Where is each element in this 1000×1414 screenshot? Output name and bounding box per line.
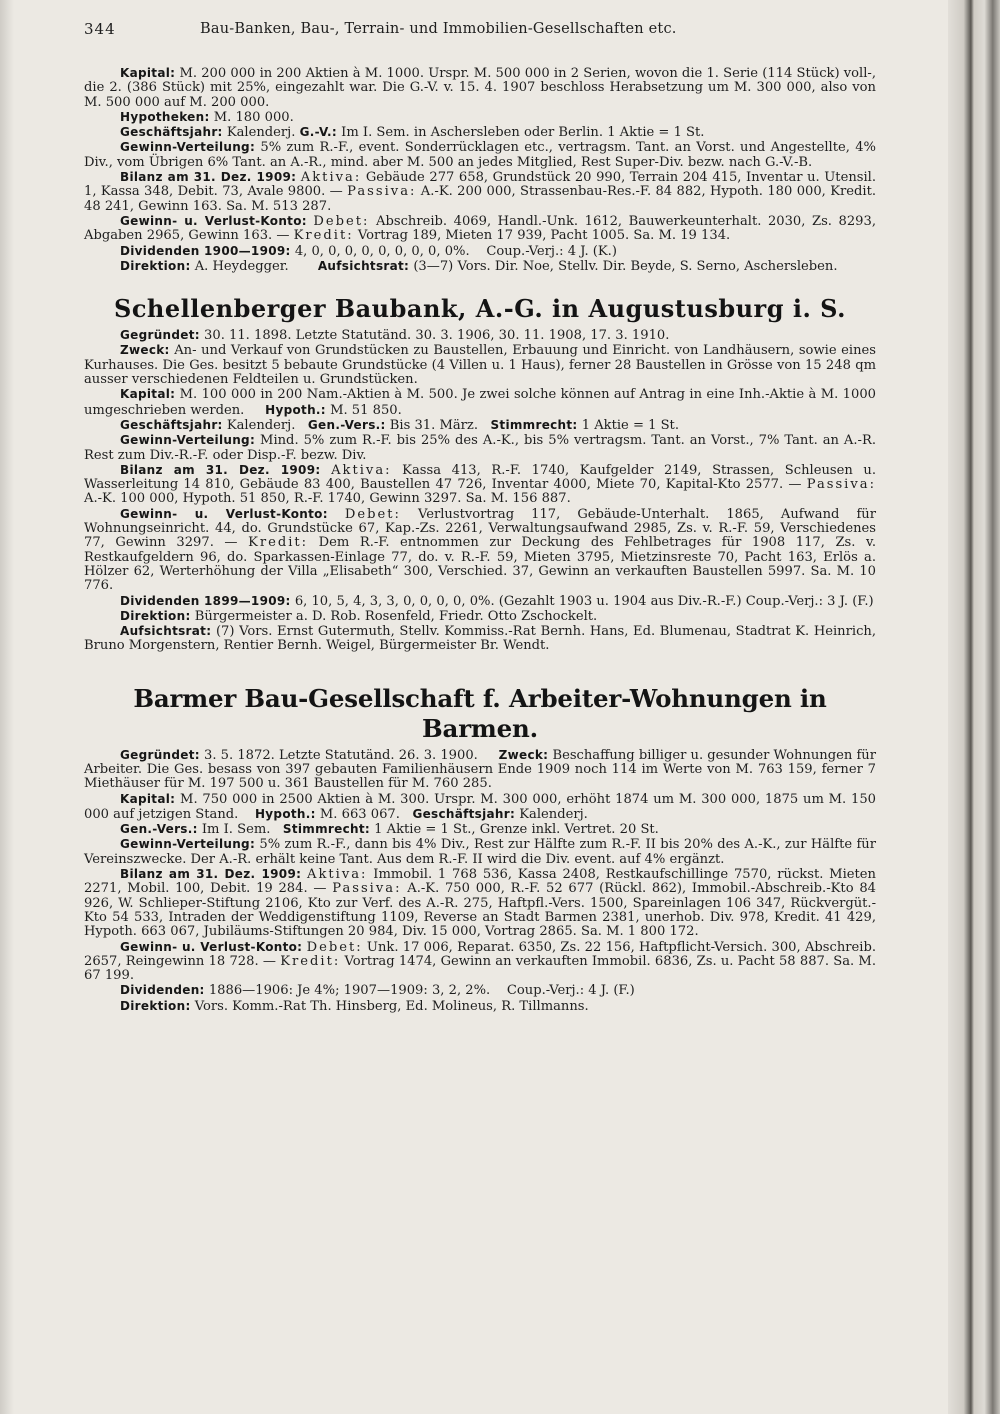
entry-text: Im I. Sem. (201, 822, 271, 838)
entry-text: A.-K. 100 000, Hypoth. 51 850, R.-F. 1740, Gewinn 3297. Sa. M. 156 887. (84, 491, 571, 507)
entry-text: M. 51 850. (330, 402, 402, 418)
running-header (84, 18, 876, 42)
label: Kapital: (120, 66, 176, 80)
entry-text: Kassa 413, R.-F. 1740, Kaufgelder 2149, Strassen, Schleusen u. Wasserleitung 14 810, Gebäude 83 400, Baustellen 47 726, Inventar 4000, Miete 70, Kapital-Kto 2577. — (84, 462, 876, 493)
entry-bilanz (84, 867, 876, 939)
label: Zweck: (120, 343, 170, 358)
entry-gewinn-verteilung (84, 140, 876, 170)
entry-text: Immobil. 1 768 536, Kassa 2408, Restkaufschillinge 7570, rückst. Mieten 2271, Mobil. 100, Debit. 19 284. — (84, 867, 876, 897)
entry-text: Verlustvortrag 117, Gebäude-Unterhalt. 1865, Aufwand für Wohnungseinricht. 44, do. Grundstücke 67, Kap.-Zs. 2261, Verwaltungsaufwand 2985, Zs. v. R.-F. 59, Verschiedenes 77, Gewinn 3297. — (84, 506, 876, 551)
entry-bilanz (84, 170, 876, 214)
entry-text: 6, 10, 5, 4, 3, 3, 0, 0, 0, 0, 0%. (Gezahlt 1903 u. 1904 aus Div.-R.-F.) Coup.-Verj.: 3 J. (F.) (294, 593, 874, 609)
aktiva-label: Aktiva: (307, 867, 368, 883)
entry-geschaeftsjahr (84, 418, 876, 433)
label: Gewinn- u. Verlust-Konto: (120, 939, 303, 954)
label: Geschäftsjahr: (120, 417, 223, 432)
label: Gewinn-Verteilung: (120, 140, 256, 155)
coupon-note: Coup.-Verj.: 4 J. (K.) (486, 243, 617, 259)
label: Gewinn- u. Verlust-Konto: (120, 506, 328, 521)
entry-text: An- und Verkauf von Grundstücken zu Baustellen, Erbauung und Einricht. von Landhäusern, sowie eines Kurhauses. Die Ges. besitzt 5 bebaute Grundstücke (4 Villen u. 1 Haus), ferner 28 Baustellen in Grösse von 15 248 qm ausser verschiedenen Feldteilen u. Grundstücken. (84, 343, 876, 388)
debet-label: Debet: (306, 939, 363, 955)
label: Gegründet: (120, 747, 200, 762)
entry-guv (84, 507, 876, 594)
entry-text: Unk. 17 006, Reparat. 6350, Zs. 22 156, Haftpflicht-Versich. 300, Abschreib. 2657, Reingewinn 18 728. — (84, 939, 877, 969)
entry-text: 1886—1906: Je 4%; 1907—1909: 3, 2, 2%. (208, 983, 491, 999)
entry-dividenden (84, 983, 876, 998)
entry-kapital (84, 66, 876, 110)
label: Gen.-Vers.: (307, 417, 386, 432)
entry-text: 3. 5. 1872. Letzte Statutänd. 26. 3. 1900. (204, 747, 478, 763)
company-title: Barmer Bau-Gesellschaft f. Arbeiter-Wohnungen in Barmen. (133, 683, 827, 743)
label: Bilanz am 31. Dez. 1909: (120, 867, 302, 882)
label: Kapital: (120, 791, 176, 806)
passiva-label: Passiva: (347, 184, 417, 200)
entry-aufsichtsrat (84, 624, 876, 654)
entry-text: Vortrag 1474, Gewinn an verkauften Immobil. 6836, Zs. u. Pacht 58 887. Sa. M. 67 199. (84, 953, 876, 984)
entry-text: 1 Aktie = 1 St. (581, 417, 679, 433)
entry-text: 30. 11. 1898. Letzte Statutänd. 30. 3. 1906, 30. 11. 1908, 17. 3. 1910. (204, 328, 670, 344)
entry-text: Abschreib. 4069, Handl.-Unk. 1612, Bauwerkeunterhalt. 2030, Zs. 8293, Abgaben 2965, Gewinn 163. — (84, 213, 876, 244)
entry-gen-vers (84, 822, 876, 837)
entry-dividenden (84, 594, 876, 609)
label: Dividenden 1899—1909: (120, 593, 291, 608)
aktiva-label: Aktiva: (331, 462, 392, 478)
passiva-label: Passiva: (806, 477, 876, 493)
entry-text: Vors. Komm.-Rat Th. Hinsberg, Ed. Molineus, R. Tillmanns. (194, 998, 589, 1014)
entry-text: M. 100 000 in 200 Nam.-Aktien à M. 500. Je zwei solche können auf Antrag in eine Inh.-Aktie à M. 1000 umgeschrieben werden. (84, 387, 876, 418)
entry-dividenden (84, 244, 876, 259)
kredit-label: Kredit: (293, 228, 354, 244)
kredit-label: Kredit: (248, 535, 309, 551)
label: Dividenden 1900—1909: (120, 243, 291, 258)
entry-bilanz (84, 463, 876, 507)
label: Geschäftsjahr: (120, 125, 223, 140)
label: Direktion: (120, 998, 191, 1013)
label: Aufsichtsrat: (120, 624, 212, 639)
entry-direktion (84, 259, 876, 274)
label: Geschäftsjahr: (412, 806, 516, 821)
entry-text: M. 750 000 in 2500 Aktien à M. 300. Urspr. M. 300 000, erhöht 1874 um M. 300 000, 1875 um M. 150 000 auf jetzigen Stand. (84, 791, 876, 822)
label: Direktion: (120, 608, 191, 623)
entry-gegruendet (84, 328, 876, 343)
entry-text: (7) Vors. Ernst Gutermuth, Stellv. Kommiss.-Rat Bernh. Hans, Ed. Blumenau, Stadtrat K. Heinrich, Bruno Morgenstern, Rentier Bernh. Weigel, Bürgermeister Br. Wendt. (84, 624, 876, 654)
entry-text: Dem R.-F. entnommen zur Deckung des Fehlbetrages für 1908 117, Zs. v. Restkaufgeldern 96, do. Sparkassen-Einlage 77, do. v. R.-F. 59, Mieten 3795, Mietzinsreste 70, Pacht 163, Erlös a. Hölzer 62, Werterhöhung der Villa „Elisabeth“ 300, Verschied. 37, Gewinn an verkauften Baustellen 5997. Sa. M. 10 776. (84, 535, 876, 594)
entry-text: Mind. 5% zum R.-F. bis 25% des A.-K., bis 5% vertragsm. Tant. an Vorst., 7% Tant. an A.-R. Rest zum Div.-R.-F. oder Disp.-F. bezw. Div. (84, 433, 876, 463)
entry-text: Beschaffung billiger u. gesunder Wohnungen für Arbeiter. Die Ges. besass von 397 gebauten Familienhäusern Ende 1909 noch 114 im Werte von M. 763 159, ferner 7 Miethäuser für M. 197 500 u. 361 Baustellen für M. 760 285. (84, 747, 876, 792)
label: Aufsichtsrat: (317, 258, 410, 273)
scan-binding-edge (948, 0, 1000, 1414)
label: Stimmrecht: (490, 417, 578, 432)
page-number: 344 (84, 20, 116, 38)
entry-text: A.-K. 200 000, Strassenbau-Res.-F. 84 882, Hypoth. 180 000, Kredit. 48 241, Gewinn 163. Sa. M. 513 287. (84, 184, 876, 214)
entry-gegruendet (84, 748, 876, 792)
label: Dividenden: (120, 983, 205, 998)
debet-label: Debet: (344, 506, 401, 522)
entry-kapital (84, 387, 876, 418)
entry-text: (3—7) Vors. Dir. Noe, Stellv. Dir. Beyde, S. Serno, Aschersleben. (413, 258, 838, 274)
label: Gegründet: (120, 328, 200, 343)
entry-text: 1 Aktie = 1 St., Grenze inkl. Vertret. 20 St. (374, 822, 659, 838)
entry-gewinn-verteilung (84, 837, 876, 867)
entry-hypotheken (84, 110, 876, 125)
label: Bilanz am 31. Dez. 1909: (120, 170, 297, 185)
company-entry-barmer (84, 684, 876, 1014)
label: Hypoth.: (265, 402, 326, 417)
document-page (84, 18, 876, 1014)
label: Bilanz am 31. Dez. 1909: (120, 462, 321, 477)
entry-text: A.-K. 750 000, R.-F. 52 677 (Rückl. 862), Immobil.-Abschreib.-Kto 84 926, W. Schlieper-Stiftung 2106, Kto zur Verf. des A.-R. 275, Haftpfl.-Vers. 1500, Spareinlagen 106 347, Rückvergüt.-Kto 54 533, Intraden der Weddigenstiftung 1109, Reverse an Stadt Barmen 2381, unerhob. Div. 978, Kredit. 41 429, Hypoth. 663 067, Jubiläums-Stiftungen 20 984, Div. 15 000, Vortrag 2865. Sa. M. 1 800 172. (84, 881, 876, 940)
label: Zweck: (498, 747, 549, 762)
previous-company-entry (84, 66, 876, 274)
entry-text: A. Heydegger. (194, 258, 289, 274)
entry-direktion (84, 999, 876, 1014)
entry-text: 5% zum R.-F., dann bis 4% Div., Rest zur Hälfte zum R.-F. II bis 20% des A.-K., zur Hälfte für Vereinszwecke. Der A.-R. erhält keine Tant. Aus dem R.-F. II wird die Div. event. auf 4% ergänzt. (84, 837, 876, 867)
label: Gewinn-Verteilung: (120, 433, 256, 448)
entry-text: 4, 0, 0, 0, 0, 0, 0, 0, 0, 0%. (294, 243, 470, 259)
label: Hypotheken: (120, 109, 210, 124)
entry-text: 5% zum R.-F., event. Sonderrücklagen etc., vertragsm. Tant. an Vorst. und Angestellte, 4% Div., vom Übrigen 6% Tant. an A.-R., mind. aber M. 500 an jedes Mitglied, Rest Super-Div. bezw. nach G.-V.-B. (84, 140, 877, 170)
debet-label: Debet: (313, 213, 370, 229)
scan-left-edge (0, 0, 14, 1414)
label: Kapital: (120, 387, 176, 402)
label: Gewinn- u. Verlust-Konto: (120, 213, 307, 228)
label: Gewinn-Verteilung: (120, 837, 256, 852)
entry-text: Gebäude 277 658, Grundstück 20 990, Terrain 204 415, Inventar u. Utensil. 1, Kassa 348, Debit. 73, Avale 9800. — (84, 170, 877, 200)
coupon-note: Coup.-Verj.: 4 J. (F.) (506, 983, 635, 999)
entry-text: M. 663 067. (319, 806, 400, 822)
label: G.-V.: (299, 125, 337, 140)
aktiva-label: Aktiva: (300, 170, 362, 186)
entry-geschaeftsjahr (84, 125, 876, 140)
entry-text: Vortrag 189, Mieten 17 939, Pacht 1005. Sa. M. 19 134. (357, 228, 731, 244)
entry-text: Bürgermeister a. D. Rob. Rosenfeld, Friedr. Otto Zschockelt. (194, 608, 598, 624)
entry-kapital (84, 792, 876, 823)
label: Direktion: (120, 258, 191, 273)
label: Stimmrecht: (282, 822, 370, 837)
entry-text: Kalenderj. (226, 125, 296, 141)
entry-guv (84, 940, 876, 984)
entry-text: Kalenderj. (519, 806, 588, 822)
kredit-label: Kredit: (280, 953, 341, 969)
label: Gen.-Vers.: (120, 822, 198, 837)
entry-text: Bis 31. März. (389, 417, 478, 433)
entry-gewinn-verteilung (84, 433, 876, 463)
running-title: Bau-Banken, Bau-, Terrain- und Immobilien-Gesellschaften etc. (200, 21, 677, 37)
entry-text: Im I. Sem. in Aschersleben oder Berlin. 1 Aktie = 1 St. (341, 125, 705, 141)
entry-direktion (84, 609, 876, 624)
company-title: Schellenberger Baubank, A.-G. in Augustusburg i. S. (113, 294, 846, 324)
entry-zweck (84, 343, 876, 387)
label: Hypoth.: (254, 806, 316, 821)
entry-text: Kalenderj. (226, 417, 296, 433)
entry-text: M. 180 000. (213, 109, 294, 125)
entry-text: M. 200 000 in 200 Aktien à M. 1000. Urspr. M. 500 000 in 2 Serien, wovon die 1. Serie (114 Stück) voll-, die 2. (386 Stück) mit 25%, eingezahlt war. Die G.-V. v. 15. 4. 1907 beschloss Herabsetzung um M. 300 000, also von M. 500 000 auf M. 200 000. (84, 66, 876, 110)
entry-guv (84, 214, 876, 244)
passiva-label: Passiva: (332, 881, 402, 897)
company-entry-schellenberger (84, 294, 876, 654)
